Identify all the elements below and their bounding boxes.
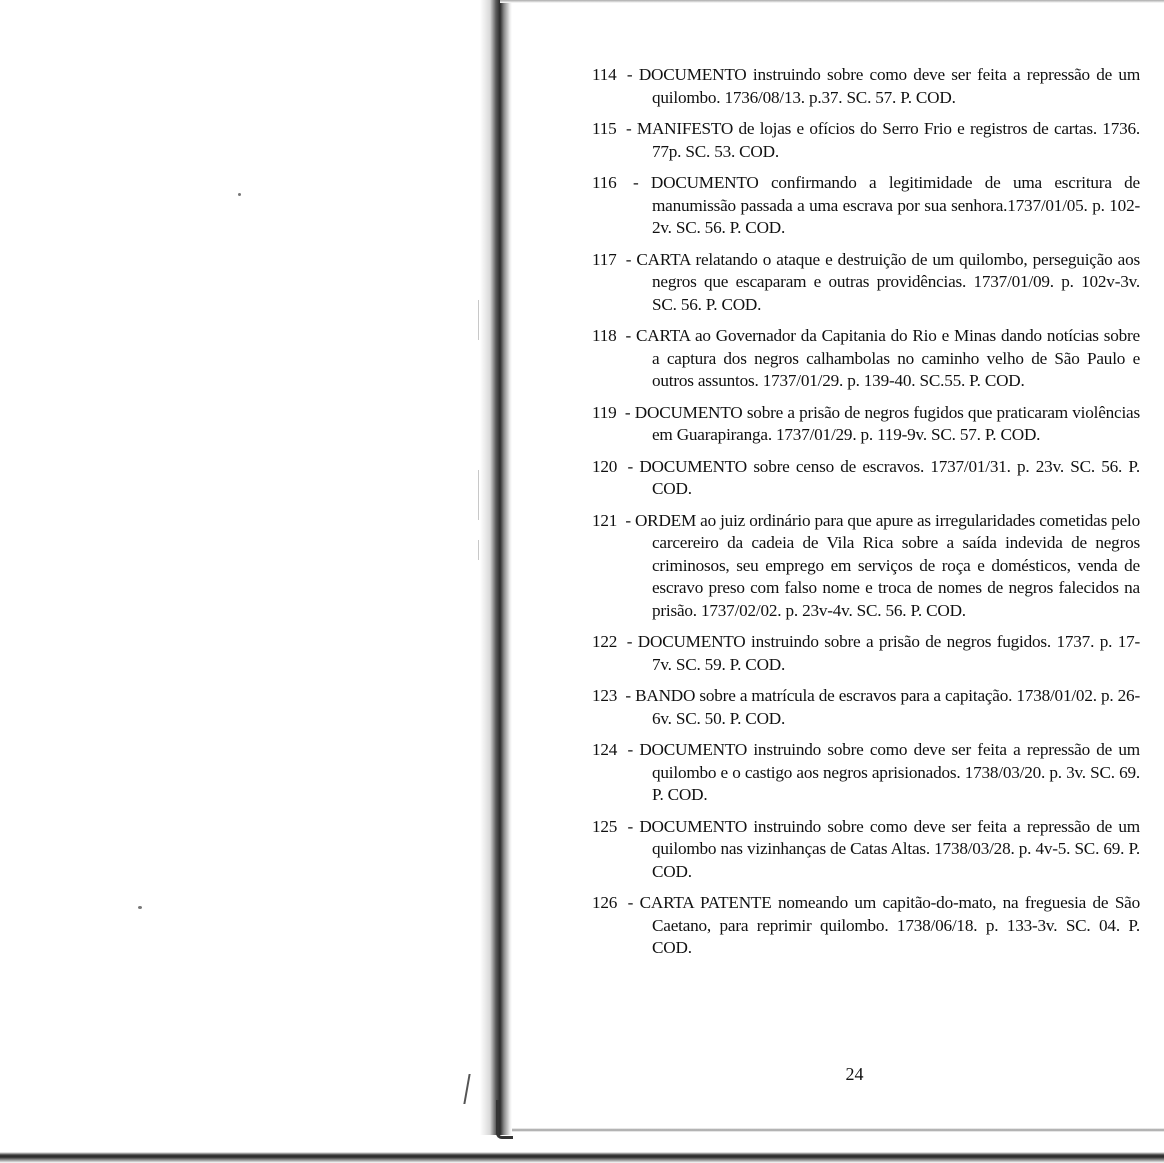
page-speck <box>238 193 241 196</box>
entry-separator: - <box>632 173 639 192</box>
catalog-entry <box>592 249 1140 317</box>
entry-text: sobre a prisão de negros fugidos que praticaram violências em Guarapiranga. 1737/01/29. p. 119-9v. SC. 57. P. COD. <box>652 402 1140 444</box>
entry-text: de lojas e ofícios do Serro Frio e registros de cartas. 1736. 77p. SC. 53. COD. <box>652 119 1140 161</box>
entry-number: 117 <box>592 249 617 269</box>
scan-bottom-edge <box>0 1152 1164 1163</box>
catalog-entry <box>592 456 1140 501</box>
gutter-corner <box>496 1100 513 1139</box>
book-gutter <box>480 0 512 1135</box>
catalog-entries <box>592 64 1140 969</box>
entry-heading: CARTA PATENTE <box>639 893 772 912</box>
entry-number: 119 <box>592 402 617 422</box>
entry-heading: DOCUMENTO <box>639 740 748 759</box>
catalog-entry <box>592 172 1140 240</box>
catalog-entry <box>592 325 1140 393</box>
catalog-entry <box>592 510 1140 623</box>
entry-separator: - <box>627 740 634 759</box>
entry-number: 120 <box>592 456 618 476</box>
entry-heading: DOCUMENTO <box>637 632 746 651</box>
entry-separator: - <box>627 893 634 912</box>
page-mark <box>478 540 479 560</box>
page-mark <box>478 300 479 340</box>
entry-number: 124 <box>592 740 618 759</box>
catalog-entry <box>592 739 1140 807</box>
entry-heading: BANDO <box>635 686 696 705</box>
entry-heading: DOCUMENTO <box>639 456 748 476</box>
entry-separator: - <box>626 632 633 651</box>
entry-number: 122 <box>592 632 618 651</box>
entry-number: 114 <box>592 65 617 84</box>
entry-text: sobre a matrícula de escravos para a capitação. 1738/01/02. p. 26-6v. SC. 50. P. COD. <box>652 686 1140 728</box>
entry-number: 116 <box>592 173 617 192</box>
entry-text: ao Governador da Capitania do Rio e Minas dando notícias sobre a captura dos negros calhambolas no caminho velho de São Paulo e outros assuntos. 1737/01/29. p. 139-40. SC.55. P. COD. <box>652 326 1140 390</box>
entry-separator: - <box>627 456 634 476</box>
entry-heading: CARTA <box>636 249 691 269</box>
entry-number: 123 <box>592 686 618 705</box>
page-mark <box>478 470 479 520</box>
entry-separator: - <box>627 816 634 836</box>
entry-separator: - <box>625 119 632 138</box>
entry-heading: ORDEM <box>634 510 697 530</box>
catalog-entry <box>592 118 1140 163</box>
page-speck <box>138 906 142 909</box>
entry-text: instruindo sobre como deve ser feita a repressão de um quilombo e o castigo aos negros aprisionados. 1738/03/20. p. 3v. SC. 69. P. COD. <box>652 740 1140 804</box>
entry-heading: DOCUMENTO <box>638 65 747 84</box>
entry-heading: CARTA <box>636 326 690 345</box>
page-number: 24 <box>845 1064 864 1084</box>
entry-number: 118 <box>592 326 617 345</box>
catalog-entry <box>592 402 1140 447</box>
page-bottom-edge <box>512 1128 1164 1132</box>
entry-text: instruindo sobre como deve ser feita a repressão de um quilombo nas vizinhanças de Catas Altas. 1738/03/28. p. 4v-5. SC. 69. P. COD. <box>652 816 1140 881</box>
entry-separator: - <box>625 686 631 705</box>
entry-text: confirmando a legitimidade de uma escritura de manumissão passada a uma escrava por sua senhora.1737/01/05. p. 102-2v. SC. 56. P. COD. <box>652 173 1140 237</box>
entry-text: instruindo sobre a prisão de negros fugidos. 1737. p. 17-7v. SC. 59. P. COD. <box>652 632 1141 674</box>
entry-number: 115 <box>592 119 617 138</box>
entry-text: nomeando um capitão-do-mato, na freguesia de São Caetano, para reprimir quilombo. 1738/06/18. p. 133-3v. SC. 04. P. COD. <box>652 893 1140 957</box>
entry-heading: DOCUMENTO <box>634 402 743 422</box>
catalog-entry <box>592 892 1140 960</box>
entry-separator: - <box>625 510 631 530</box>
entry-number: 121 <box>592 510 618 530</box>
entry-heading: MANIFESTO <box>636 119 734 138</box>
entry-text: sobre censo de escravos. 1737/01/31. p. 23v. SC. 56. P. COD. <box>652 456 1140 498</box>
entry-separator: - <box>625 326 632 345</box>
page-top-edge <box>500 0 1164 3</box>
catalog-entry <box>592 631 1140 676</box>
catalog-entry <box>592 64 1140 109</box>
catalog-entry <box>592 816 1140 884</box>
left-page <box>0 0 480 1163</box>
entry-number: 126 <box>592 893 618 912</box>
entry-text: relatando o ataque e destruição de um quilombo, perseguição aos negros que escaparam e outras providências. 1737/01/09. p. 102v-3v. SC. 56. P. COD. <box>652 249 1140 314</box>
catalog-entry <box>592 685 1140 730</box>
entry-number: 125 <box>592 816 618 836</box>
entry-separator: - <box>624 402 631 422</box>
entry-text: ao juiz ordinário para que apure as irregularidades cometidas pelo carcereiro da cadeia de Vila Rica sobre a saída indevida de negros criminosos, seu emprego em serviços de roça e domésticos, venda de escravo preso com falso nome e troca de nomes de negros falecidos na prisão. 1737/02/02. p. 23v-4v. SC. 56. P. COD. <box>652 510 1140 620</box>
entry-heading: DOCUMENTO <box>650 173 759 192</box>
entry-separator: - <box>625 249 632 269</box>
entry-heading: DOCUMENTO <box>639 816 748 836</box>
entry-text: instruindo sobre como deve ser feita a repressão de um quilombo. 1736/08/13. p.37. SC. 57. P. COD. <box>652 65 1140 107</box>
entry-separator: - <box>626 65 633 84</box>
